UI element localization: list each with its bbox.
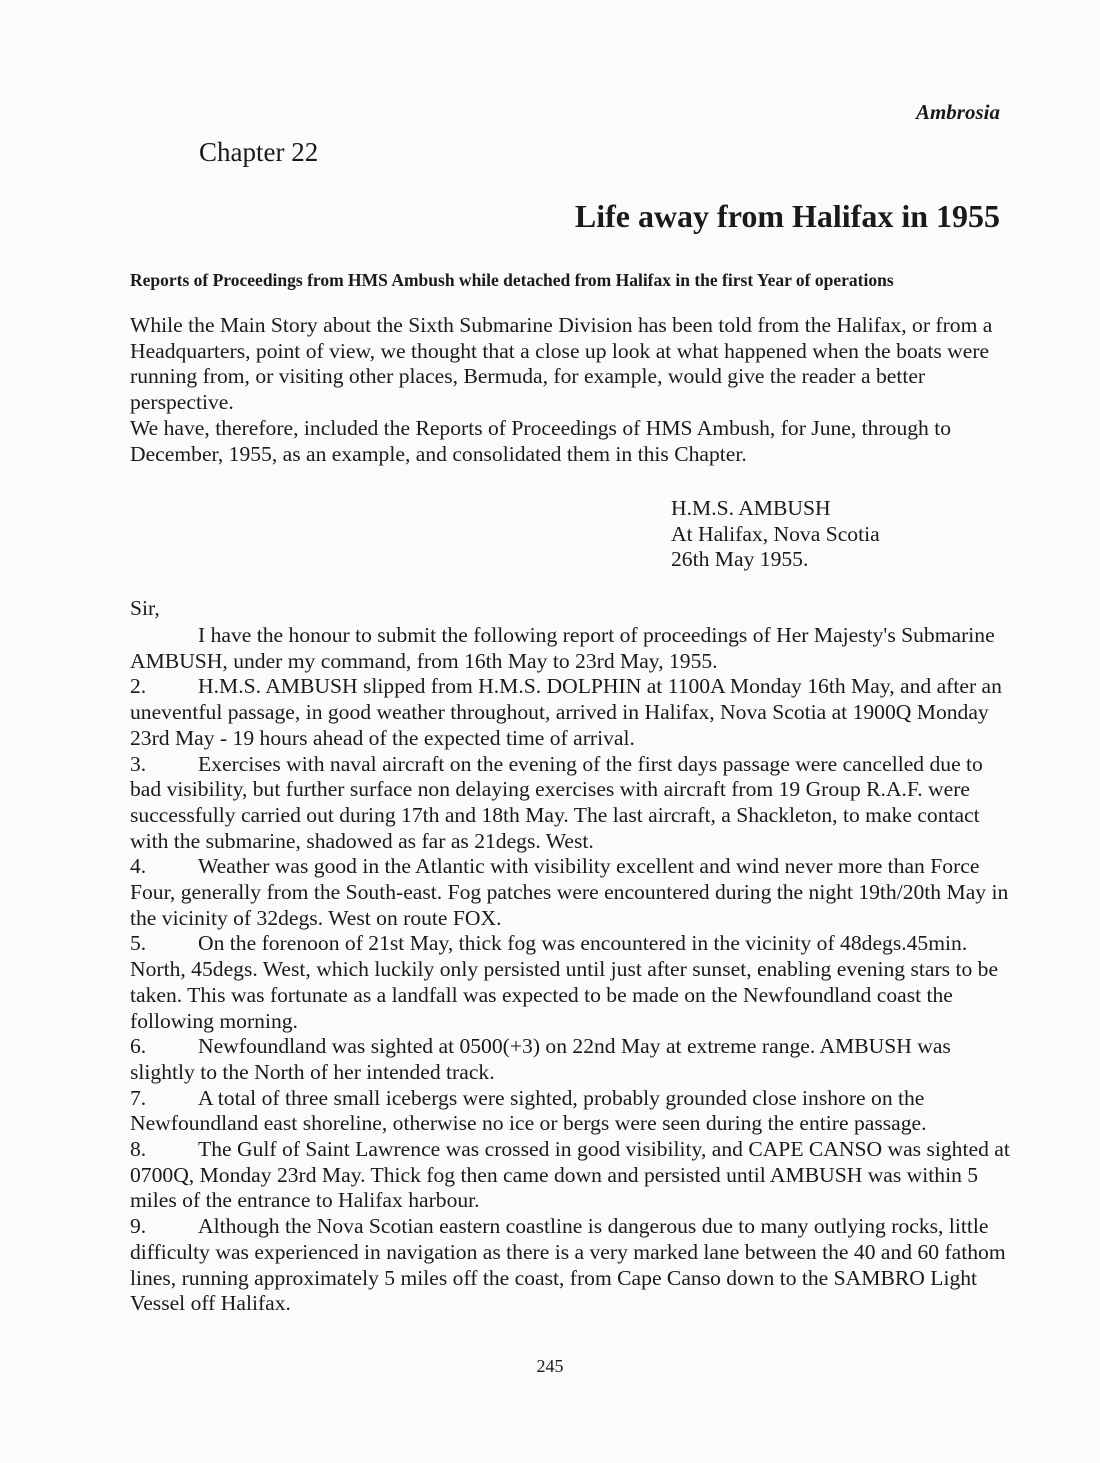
paragraph-text: A total of three small icebergs were sighted, probably grounded close inshore on the Newfoundland east shoreline, otherwise no ice or bergs were seen during the entire passage. — [130, 1085, 927, 1136]
report-paragraph — [130, 1086, 1010, 1137]
report-body — [130, 623, 1010, 1317]
report-paragraph — [130, 854, 1010, 931]
paragraph-number: 4. — [130, 854, 147, 879]
report-opening-paragraph: I have the honour to submit the following report of proceedings of Her Majesty's Submarine AMBUSH, under my command, from 16th May to 23rd May, 1955. — [130, 623, 995, 673]
chapter-title: Life away from Halifax in 1955 — [574, 198, 1000, 234]
report-paragraph — [130, 752, 1010, 855]
report-paragraph — [130, 1214, 1010, 1317]
intro-paragraph: We have, therefore, included the Reports of Proceedings of HMS Ambush, for June, through to December, 1955, as an example, and consolidated them in this Chapter. — [130, 415, 952, 466]
page-number: 245 — [536, 1356, 564, 1376]
paragraph-text: On the forenoon of 21st May, thick fog was encountered in the vicinity of 48degs.45min. North, 45degs. West, which luckily only persisted until just after sunset, enabling evening stars to be taken. This was fortunate as a landfall was expected to be made on the Newfoundland coast the following morning. — [130, 931, 999, 1033]
paragraph-number: 3. — [130, 751, 147, 776]
salutation: Sir, — [130, 596, 160, 620]
address-line: H.M.S. AMBUSH — [671, 496, 831, 520]
paragraph-text: Although the Nova Scotian eastern coastline is dangerous due to many outlying rocks, little difficulty was experienced in navigation as there is a very marked lane between the 40 and 60 fathom lines, running approximately 5 miles off the coast, from Cape Canso down to the SAMBRO Light Vessel off Halifax. — [130, 1214, 1006, 1316]
paragraph-text: Exercises with naval aircraft on the evening of the first days passage were cancelled due to bad visibility, but further surface non delaying exercises with aircraft from 19 Group R.A.F. were successfully carried out during 17th and 18th May. The last aircraft, a Shackleton, to make contact with the submarine, shadowed as far as 21degs. West. — [130, 751, 983, 853]
report-paragraph — [130, 1137, 1010, 1214]
paragraph-text: Newfoundland was sighted at 0500(+3) on 22nd May at extreme range. AMBUSH was slightly to the North of her intended track. — [130, 1034, 951, 1084]
paragraph-text: Weather was good in the Atlantic with visibility excellent and wind never more than Force Four, generally from the South-east. Fog patches were encountered during the night 19th/20th May in the vicinity of 32degs. West on route FOX. — [130, 854, 1009, 930]
report-paragraph — [130, 931, 1010, 1034]
section-subtitle: Reports of Proceedings from HMS Ambush while detached from Halifax in the first Year of operations — [130, 270, 894, 290]
sender-address — [671, 496, 880, 573]
paragraph-number: 9. — [130, 1214, 147, 1239]
chapter-label: Chapter 22 — [199, 137, 319, 167]
address-date: 26th May 1955. — [671, 547, 809, 572]
paragraph-number: 2. — [130, 674, 147, 699]
paragraph-number: 5. — [130, 931, 147, 956]
paragraph-text: H.M.S. AMBUSH slipped from H.M.S. DOLPHIN at 1100A Monday 16th May, and after an uneventful passage, in good weather throughout, arrived in Halifax, Nova Scotia at 1900Q Monday 23rd May - 19 hours ahead of the expected time of arrival. — [130, 674, 1002, 750]
intro-paragraph: While the Main Story about the Sixth Submarine Division has been told from the Halifax, or from a Headquarters, point of view, we thought that a close up look at what happened when the boats were running from, or visiting other places, Bermuda, for example, would give the reader a better perspective. — [130, 313, 993, 415]
address-line: At Halifax, Nova Scotia — [671, 521, 880, 546]
running-head: Ambrosia — [915, 100, 1000, 124]
paragraph-number: 7. — [130, 1085, 147, 1110]
paragraph-text: The Gulf of Saint Lawrence was crossed in good visibility, and CAPE CANSO was sighted at 0700Q, Monday 23rd May. Thick fog then came down and persisted until AMBUSH was within 5 miles of the entrance to Halifax harbour. — [130, 1137, 1010, 1213]
paragraph-number: 8. — [130, 1137, 147, 1162]
report-paragraph — [130, 1034, 1010, 1085]
report-paragraph — [130, 674, 1010, 751]
paragraph-number: 6. — [130, 1034, 147, 1059]
intro-text — [130, 313, 1010, 467]
